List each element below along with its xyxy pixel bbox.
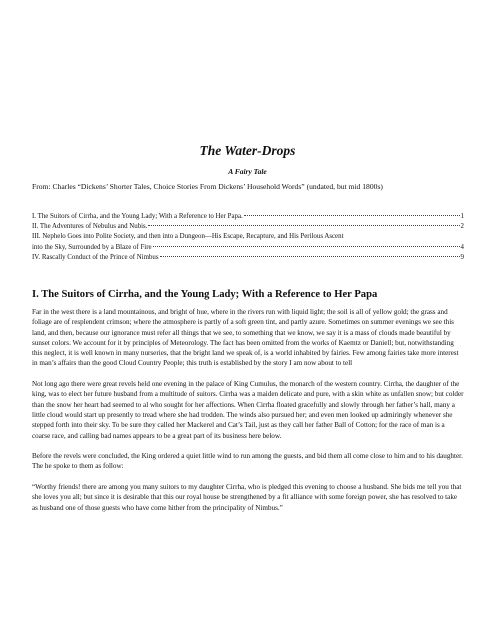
toc-entry[interactable] <box>32 212 464 222</box>
toc-entry-continued[interactable] <box>32 243 464 253</box>
table-of-contents <box>32 212 464 263</box>
section-body <box>32 307 464 523</box>
toc-entry-page: 9 <box>460 253 464 261</box>
source-citation: From: Charles “Dickens’ Shorter Tales, Choice Stories From Dickens’ Household Words” (undated, but mid 1800s) <box>32 182 383 191</box>
section-heading: I. The Suitors of Cirrha, and the Young Lady; With a Reference to Her Papa <box>32 289 378 300</box>
body-paragraph: Far in the west there is a land mountainous, and bright of hue, where in the rivers run with liquid light; the soil is all of yellow gold; the grass and foliage are of resplendent crimson; where the atmosphere is partly of a soft green tint, and partly azure. Sometimes on summer evenings we see this land, and then, because our ignorance must refer all things that we see, to something that we know, we say it is a mass of clouds made beautiful by sunset colors. We account for it by principles of Meteorology. The fact has been omitted from the works of Kaemtz or Daniell; but, notwithstanding this neglect, it is well known in many nurseries, that the bright land we speak of, is a world inhabited by fairies. Few among fairies take more interest in man’s affairs than the good Cloud Country People; this truth is established by the story I am now about to tell <box>32 308 459 368</box>
toc-entry[interactable] <box>32 232 464 242</box>
toc-leader-dots <box>244 215 460 216</box>
toc-entry-page: 2 <box>460 223 464 231</box>
document-subtitle: A Fairy Tale <box>228 167 267 176</box>
toc-entry-page: 1 <box>460 213 464 220</box>
document-title: The Water-Drops <box>199 143 296 158</box>
toc-leader-dots <box>160 256 460 257</box>
toc-leader-dots <box>153 246 460 247</box>
body-paragraph: “Worthy friends! there are among you many suitors to my daughter Cirrha, who is pledged this evening to choose a husband. She bids me tell you that she loves you all; but since it is desirable that this our royal house be strengthened by a fit alliance with some foreign power, she has resolved to take as husband one of those guests who have come hither from the principality of Nimbus.” <box>32 483 462 512</box>
toc-entry-text: I. The Suitors of Cirrha, and the Young Lady; With a Reference to Her Papa. <box>32 213 243 220</box>
toc-entry-text: II. The Adventures of Nebulus and Nubis. <box>32 223 148 231</box>
toc-leader-dots <box>148 225 459 226</box>
toc-entry[interactable] <box>32 253 464 263</box>
toc-entry-text: III. Nephelo Goes into Polite Society, and then into a Dungeon—His Escape, Recapture, and His Perilous Ascent <box>32 233 344 241</box>
body-paragraph: Not long ago there were great revels held one evening in the palace of King Cumulus, the monarch of the western country. Cirrha, the daughter of the king, was to elect her future husband from a multitude of suitors. Cirrha was a maiden delicate and pure, with a skin white as unfallen snow; but colder than the snow her heart had seemed to al who sought for her affections. When Cirrha floated gracefully and slowly through her father’s hall, many a little cloud would start up presently to tread where she had trodden. The winds also pursued her; and even men looked up admiringly whenever she stepped forth into their sky. To be sure they called her Mackerel and Cat’s Tail, just as they call her father Ball of Cotton; for the race of man is a coarse race, and calling bad names appears to be a great part of its business here below. <box>32 380 464 440</box>
toc-entry-page: 4 <box>460 243 464 251</box>
toc-entry-text: IV. Rascally Conduct of the Prince of Nimbus <box>32 253 159 261</box>
body-paragraph: Before the revels were concluded, the King ordered a quiet little wind to run among the guests, and bid them all come close to him and to his daughter. The he spoke to them as follow: <box>32 452 463 471</box>
toc-entry-text: into the Sky, Surrounded by a Blaze of Fire <box>32 243 152 251</box>
toc-entry[interactable] <box>32 222 464 232</box>
